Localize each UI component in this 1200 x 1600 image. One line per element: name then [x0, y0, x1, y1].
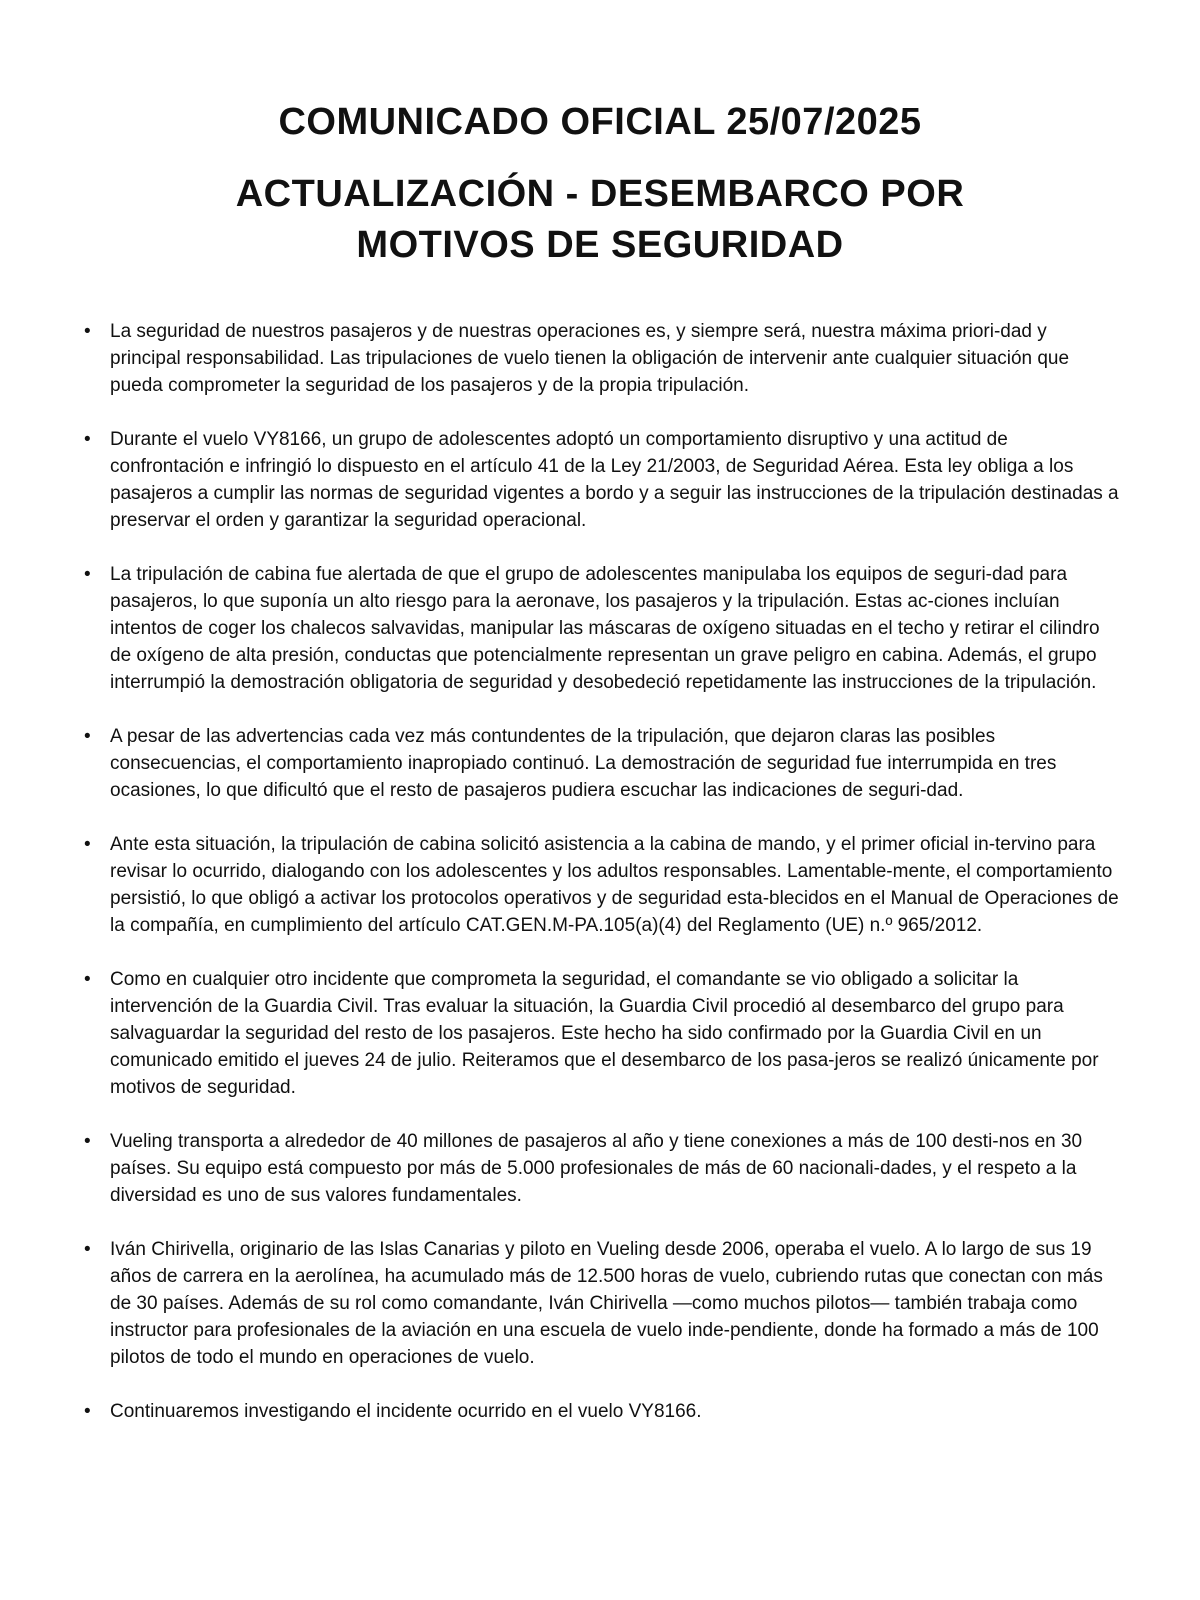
statement-bullet-list [82, 318, 1122, 1452]
bullet-icon: • [84, 1401, 91, 1422]
paragraph-text: Durante el vuelo VY8166, un grupo de adolescentes adoptó un comportamiento disruptivo y una actitud de confrontación e infringió lo dispuesto en el artículo 41 de la Ley 21/2003, de Seguridad Aérea. Esta ley obliga a los pasajeros a cumplir las normas de seguridad vigentes a bordo y a seguir las instrucciones de la tripulación destinadas a preservar el orden y garantizar la seguridad operacional. [110, 429, 1119, 531]
bullet-paragraph-guardia-civil [82, 966, 1122, 1101]
bullet-paragraph-company-facts [82, 1128, 1122, 1209]
bullet-icon: • [84, 564, 91, 585]
paragraph-text: Iván Chirivella, originario de las Islas Canarias y piloto en Vueling desde 2006, operaba el vuelo. A lo largo de sus 19 años de carrera en la aerolínea, ha acumulado más de 12.500 horas de vuelo, cubriendo rutas que conectan con más de 30 países. Además de su rol como comandante, Iván Chirivella —como muchos pilotos— también trabaja como instructor para profesionales de la aviación en una escuela de vuelo inde-pendiente, donde ha formado a más de 100 pilotos de todo el mundo en operaciones de vuelo. [110, 1239, 1103, 1368]
paragraph-text: A pesar de las advertencias cada vez más contundentes de la tripulación, que dejaron claras las posibles consecuencias, el comportamiento inapropiado continuó. La demostración de seguridad fue interrumpida en tres ocasiones, lo que dificultó que el resto de pasajeros pudiera escuchar las indicaciones de seguri-dad. [110, 726, 1057, 801]
bullet-icon: • [84, 429, 91, 450]
bullet-icon: • [84, 1131, 91, 1152]
bullet-paragraph-flight-incident [82, 426, 1122, 534]
bullet-icon: • [84, 726, 91, 747]
document-subtitle-line-2: MOTIVOS DE SEGURIDAD [356, 224, 844, 266]
paragraph-text: Continuaremos investigando el incidente ocurrido en el vuelo VY8166. [110, 1401, 702, 1422]
paragraph-text: Vueling transporta a alrededor de 40 millones de pasajeros al año y tiene conexiones a más de 100 desti-nos en 30 países. Su equipo está compuesto por más de 5.000 profesionales de más de 60 nacionali-dades, y el respeto a la diversidad es uno de sus valores fundamentales. [110, 1131, 1083, 1206]
paragraph-text: Ante esta situación, la tripulación de cabina solicitó asistencia a la cabina de mando, y el primer oficial in-tervino para revisar lo ocurrido, dialogando con los adolescentes y los adultos responsables. Lamentable-mente, el comportamiento persistió, lo que obligó a activar los protocolos operativos y de seguridad esta-blecidos en el Manual de Operaciones de la compañía, en cumplimiento del artículo CAT.GEN.M-PA.105(a)(4) del Reglamento (UE) n.º 965/2012. [110, 834, 1119, 936]
paragraph-text: La seguridad de nuestros pasajeros y de nuestras operaciones es, y siempre será, nuestra máxima priori-dad y principal responsabilidad. Las tripulaciones de vuelo tienen la obligación de intervenir ante cualquier situación que pueda comprometer la seguridad de los pasajeros y de la propia tripulación. [110, 321, 1070, 396]
document-subtitle-line-1: ACTUALIZACIÓN - DESEMBARCO POR [235, 173, 965, 215]
bullet-paragraph-pilot-profile [82, 1236, 1122, 1371]
bullet-icon: • [84, 969, 91, 990]
bullet-paragraph-warnings [82, 723, 1122, 804]
bullet-paragraph-safety-priority [82, 318, 1122, 399]
bullet-paragraph-investigation [82, 1398, 1122, 1425]
paragraph-text: La tripulación de cabina fue alertada de que el grupo de adolescentes manipulaba los equipos de seguri-dad para pasajeros, lo que suponía un alto riesgo para la aeronave, los pasajeros y la tripulación. Estas ac-ciones incluían intentos de coger los chalecos salvavidas, manipular las máscaras de oxígeno situadas en el techo y retirar el cilindro de oxígeno de alta presión, conductas que potencialmente representan un grave peligro en cabina. Además, el grupo interrumpió la demostración obligatoria de seguridad y desobedeció repetidamente las instrucciones de la tripulación. [110, 564, 1100, 693]
bullet-icon: • [84, 1239, 91, 1260]
document-title: COMUNICADO OFICIAL 25/07/2025 [278, 101, 922, 143]
bullet-icon: • [84, 321, 91, 342]
bullet-paragraph-crew-protocols [82, 831, 1122, 939]
bullet-paragraph-equipment-tampering [82, 561, 1122, 696]
bullet-icon: • [84, 834, 91, 855]
paragraph-text: Como en cualquier otro incidente que comprometa la seguridad, el comandante se vio obligado a solicitar la intervención de la Guardia Civil. Tras evaluar la situación, la Guardia Civil procedió al desembarco del grupo para salvaguardar la seguridad del resto de los pasajeros. Este hecho ha sido confirmado por la Guardia Civil en un comunicado emitido el jueves 24 de julio. Reiteramos que el desembarco de los pasa-jeros se realizó únicamente por motivos de seguridad. [110, 969, 1099, 1098]
